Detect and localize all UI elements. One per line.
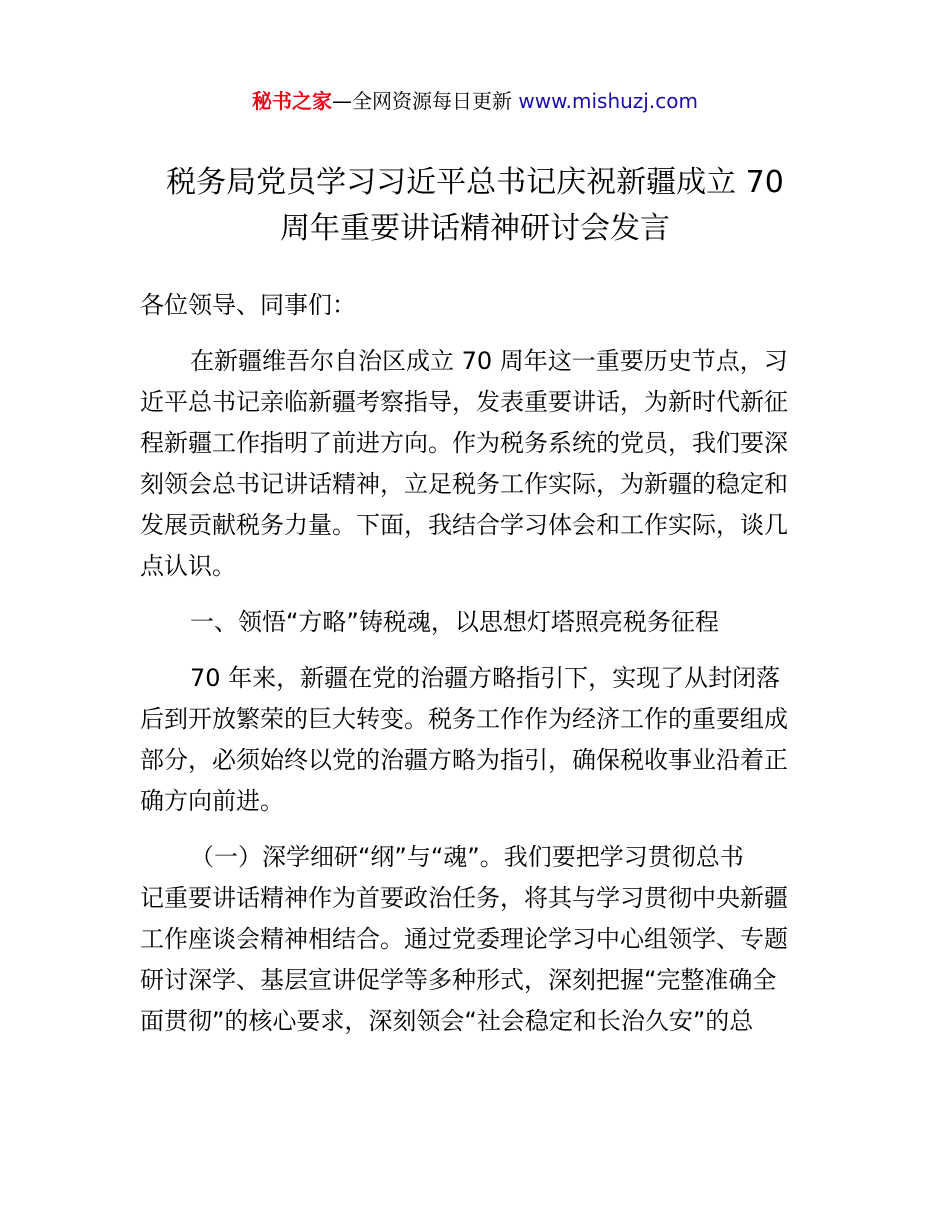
- paragraph-line: 后到开放繁荣的巨大转变。税务工作作为经济工作的重要组成: [140, 705, 788, 733]
- paragraph-line: 程新疆工作指明了前进方向。作为税务系统的党员，我们要深: [140, 429, 788, 457]
- paragraph-line: 面贯彻”的核心要求，深刻领会“社会稳定和长治久安”的总: [140, 1007, 754, 1035]
- paragraph-line: 研讨深学、基层宣讲促学等多种形式，深刻把握“完整准确全: [140, 966, 777, 994]
- paragraph-subsection-one: [140, 837, 820, 1042]
- paragraph-line: （一）深学细研“纲”与“魂”。我们要把学习贯彻总书: [190, 843, 744, 871]
- paragraph-line: 部分，必须始终以党的治疆方略为指引，确保税收事业沿着正: [140, 746, 788, 774]
- paragraph-section-one: [140, 658, 820, 822]
- document-body: [140, 285, 820, 1042]
- paragraph-line: 近平总书记亲临新疆考察指导，发表重要讲话，为新时代新征: [140, 388, 788, 416]
- greeting: 各位领导、同事们：: [140, 291, 356, 319]
- site-header: [0, 86, 950, 116]
- paragraph-line: 点认识。: [140, 552, 236, 580]
- site-name: 秘书之家: [252, 89, 333, 113]
- paragraph-line: 确方向前进。: [140, 787, 284, 815]
- document-title: [100, 160, 850, 252]
- paragraph-line: 70 年来，新疆在党的治疆方略指引下，实现了从封闭落: [190, 664, 781, 692]
- paragraph-line: 发展贡献税务力量。下面，我结合学习体会和工作实际，谈几: [140, 511, 788, 539]
- title-line: 税务局党员学习习近平总书记庆祝新疆成立 70: [166, 165, 784, 200]
- paragraph-line: 刻领会总书记讲话精神，立足税务工作实际，为新疆的稳定和: [140, 470, 788, 498]
- paragraph-line: 工作座谈会精神相结合。通过党委理论学习中心组领学、专题: [140, 925, 788, 953]
- site-tagline: —全网资源每日更新: [332, 89, 519, 113]
- site-url-link[interactable]: www.mishuzj.com: [518, 89, 698, 113]
- section-heading: 一、领悟“方略”铸税魂，以思想灯塔照亮税务征程: [190, 608, 719, 636]
- title-line: 周年重要讲话精神研讨会发言: [280, 211, 670, 246]
- paragraph-line: 记重要讲话精神作为首要政治任务，将其与学习贯彻中央新疆: [140, 884, 788, 912]
- paragraph-line: 在新疆维吾尔自治区成立 70 周年这一重要历史节点，习: [190, 347, 788, 375]
- paragraph-intro: [140, 341, 820, 587]
